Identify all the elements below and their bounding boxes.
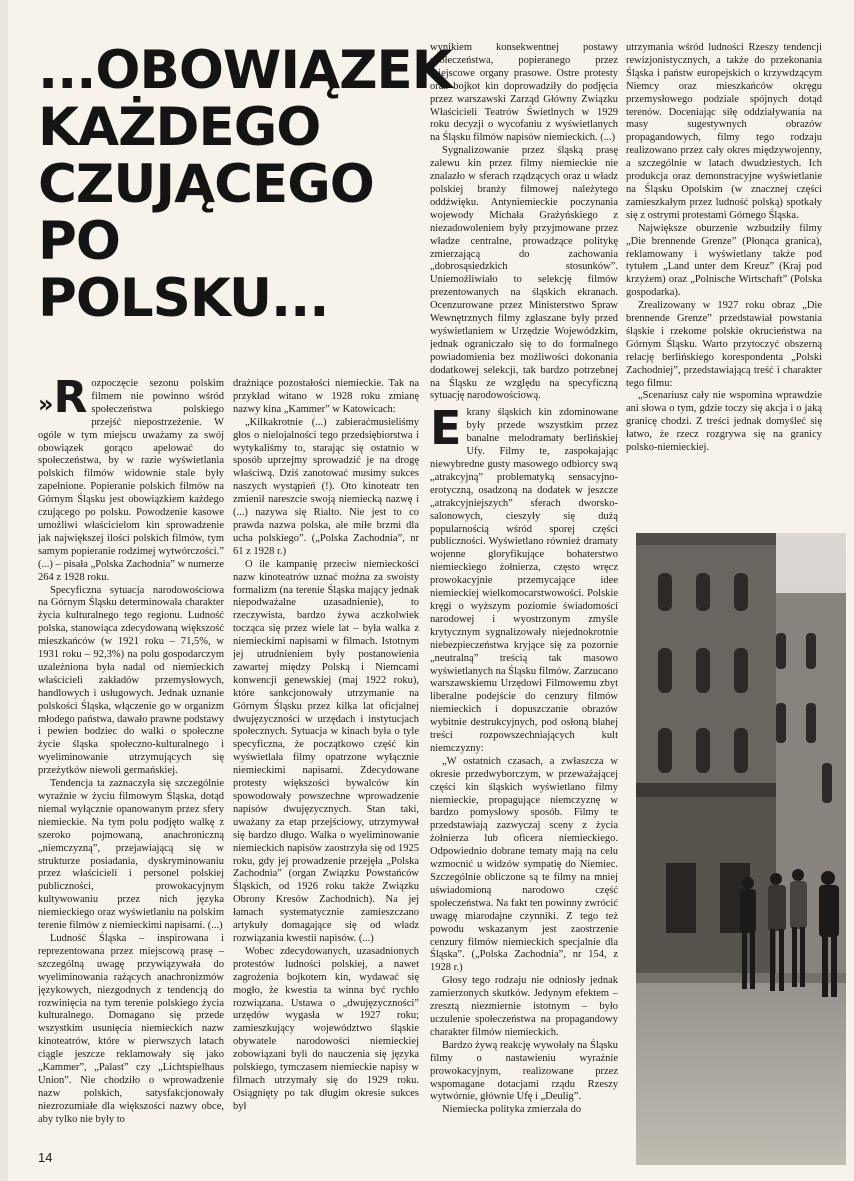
paragraph: „W ostatnich czasach, a zwłaszcza w okresie przedwyborczym, w przeważającej części kin śląskich wyświetlano filmy niemieckie, propagujące niemczyznę w bardzo pomysłowy sposób. Filmy te przedstawiają zazwyczaj sceny z życia żołnierza lub oficera niemieckiego. Odpowiednio dobrane tematy mają na celu wzmocnić u widzów sympatię do Niemiec. Szczególnie obliczone są te filmy na mniej uświadomioną narodowo część społeczeństwa. Na fakt ten powinny zwrócić uwagę miarodajne czynniki. Z tego też powodu wskazanym jest zaostrzenie cenzury filmów niemieckich specjalnie dla Śląska”. („Polska Zachodnia”, nr 154, z 1928 r.): [430, 755, 618, 974]
title-line: CZUJĄCEGO: [38, 154, 374, 215]
paragraph: Bardzo żywą reakcję wywołały na Śląsku filmy o nastawieniu wyraźnie prowokacyjnym, realizowane przez wspomagane dotacjami rządu Rzeszy wytwórnie, głównie Ufę i „Deulig”.: [430, 1039, 618, 1103]
title-line: ...OBOWIĄZEK: [38, 40, 452, 101]
paragraph: Sygnalizowanie przez śląską prasę zalewu kin przez filmy niemieckie nie znalazło w sferach rządzących oraz u władz polskiej branży filmowej należytego oddźwięku. Antyniemieckie poczynania wojewody Michała Grażyńskiego z niezadowoleniem były przyjmowane przez władze centralne, prowadzące politykę zmierzającą do zachowania „dobrosąsiedzkich stosunków”. Uniemożliwiało to selekcję filmów prezentowanych na śląskich ekranach. Ocenzurowane przez Ministerstwo Spraw Wewnętrznych filmy zgłaszane były przed wyświetlaniem w Urzędzie Wojewódzkim, jednak ograniczało się to do formalnego powiadomienia bez możliwości dokonania dodatkowej selekcji, tak bardzo potrzebnej na Śląsku ze względu na specyficzną sytuację narodowościową.: [430, 145, 618, 402]
page-number: 14: [38, 1150, 53, 1165]
photo-illustration: [636, 533, 846, 1165]
paragraph: „Kilkakrotnie (...) zabieraćmusieliśmy głos o nielojalności tego przedsiębiorstwa i wytykaliśmy to, starając się ostatnio w sposób uprzejmy sprowadzić je na drogę właściwą. Dziś zanotować musimy sukces naszych wystąpień (!). Oto kinoteatr ten zmienił nareszcie swoją niemiecką nazwę i (...) nazywa się Rialto. Nie jest to co prawda nazwa polska, ale miłe brzmi dla ucha polskiego”. („Polska Zachodnia”, nr 61 z 1928 r.): [233, 416, 419, 557]
lead-paragraph: »R ozpoczęcie sezonu polskim filmem nie powinno wśród społeczeństwa polskiego przejść niepostrzeżenie. W ogóle w tym miejscu uważamy za swój obowiązek gorąco apelować do społeczeństwa, by w razie wyświetlania polskich filmów widownie stale były zapełnione. Popieranie polskich filmów na Górnym Śląsku jest obowiązkiem każdego czującego po polsku. Powodzenie kasowe umożliwi właścicielom kin sprowadzenie jak największej ilości polskich filmów, tym samym popieranie rodzimej wytwórczości.” (...) – pisała „Polska Zachodnia” w numerze 264 z 1928 roku.: [38, 378, 224, 583]
drop-cap-r: »R: [38, 378, 88, 423]
paragraph: Największe oburzenie wzbudziły filmy „Die brennende Grenze” (Płonąca granica), reklamowany i wyświetlany także pod tytułem „Land unter dem Kreuz” (Kraj pod krzyżem) oraz „Polnische Wirtschaft” (Polska gospodarka).: [626, 222, 822, 299]
text-column-1: [38, 378, 224, 1138]
title-line: POLSKU...: [38, 268, 329, 329]
text-column-2: [233, 378, 419, 1138]
paragraph: Wobec zdecydowanych, uzasadnionych protestów ludności polskiej, a nawet zagrożenia bojkotem kin, wydawać się mogło, że kwestia ta winna być rychło rozwiązana. Ustawa o „dwujęzyczności” urzędów wygasła w 1927 roku; zamieszkujący województwo śląskie obywatele narodowości niemieckiej zobowiązani byli do nauczenia się języka polskiego, tymczasem niemieckie napisy w filmach utrzymały się do 1929 roku. Osiągnięty po tak długim okresie sukces był: [233, 945, 419, 1112]
title-line: KAŻDEGO: [38, 97, 321, 158]
section-paragraph: Ekrany śląskich kin zdominowane były przede wszystkim przez banalne melodramaty berlińskiej Ufy. Filmy te, zaspokajając niewybredne gusty masowego odbiorcy swą „atrakcyjną” problematyką sensacyjno-erotyczną, osadzoną na dodatek w jeszcze „atrakcyjniejszych” sferach dworsko-salonowych, cieszyły się dużą popularnością wśród sporej części publiczności. Wyświetlano również dramaty wojenne gloryfikujące bohaterstwo niemieckiego żołnierza, często wręcz prowokacyjnie przemycające idee niemieckiej wielkomocarstwowości. Polskie kręgi o wyższym poziomie świadomości narodowej i wyostrzonym zmyśle krytycznym sygnalizowały niejednokrotnie niebezpieczeństwa kryjące się za pozornie „neutralną” treścią tak masowo wyświetlanych na Śląsku filmów. Zarzucano warszawskiemu Urzędowi Filmowemu zbyt liberalne podejście do cenzury filmów niemieckich i dopuszczanie obrazów wybitnie destrukcyjnych, pod osłoną błahej treści rozpowszechniających kult niemczyzny:: [430, 401, 618, 754]
drop-cap-e: E: [430, 401, 462, 456]
paragraph: Zrealizowany w 1927 roku obraz „Die brennende Grenze” przedstawiał powstania śląskie i rzekome polskie okrucieństwa na Górnym Śląsku. Warto przytoczyć obszerną relację berlińskiego korespondenta „Polski Zachodniej”, przedstawiającą treść i charakter tego filmu:: [626, 300, 822, 389]
title-line: PO: [38, 211, 120, 272]
paragraph: drażniące pozostałości niemieckie. Tak na przykład witano w 1928 roku zmianę nazwy kina „Kammer” w Katowicach:: [233, 378, 419, 415]
paragraph: Specyficzna sytuacja narodowościowa na Górnym Śląsku determinowała charakter życia kulturalnego tego regionu. Ludność polska, stanowiąca zdecydowaną większość mieszkańców (w 1921 roku – 71,5%, w 1931 roku – 92,3%) na polu gospodarczym uzależniona była nadal od niemieckich właścicieli zakładów przemysłowych, handlowych i usługowych. Jednak uznanie polskości Śląska, włączenie go w organizm młodego państwa, dawało prawne podstawy i pewien bodziec do walki o społeczne życie śląska społeczno-kulturalnego i wyeliminowanie utrzymujących się przeżytków niewoli germańskiej.: [38, 584, 224, 777]
article-title: [38, 40, 452, 329]
paragraph: „Scenariusz cały nie wspomina wprawdzie ani słowa o tym, gdzie toczy się akcja i o jaką granicę chodzi. Z treści jednak domyśleć się łatwo, że rzecz rozgrywa się na granicy polsko-niemieckiej.: [626, 390, 822, 454]
text-column-3: [430, 42, 618, 1138]
paragraph: utrzymania wśród ludności Rzeszy tendencji rewizjonistycznych, a także do przekonania Śląska i państw europejskich o krzywdzącym Niemcy oraz mieszkańców okręgu przemysłowego podziale spójnych dotąd terenów. Doceniając siłę oddziaływania na masy sugestywnych obrazów propagandowych, filmy tego rodzaju realizowano przez cały okres międzywojenny, a szczególnie w latach dwudziestych. Ich produkcja oraz demonstracyjne wyświetlanie na Śląsku Opolskim (w znacznej części zamieszkałym przez ludność polską) spotkały się z ostrymi protestami Górnego Śląska.: [626, 42, 822, 221]
page-edge: [0, 0, 8, 1181]
paragraph: wynikiem konsekwentnej postawy społeczeństwa, popieranego przez miejscowe organy prasowe. Ostre protesty oraz bojkot kin doprowadziły do podjęcia przez warszawski Zarząd Główny Związku Właścicieli Teatrów Świetlnych w 1929 roku decyzji o wycofaniu z wyświetlanych na Śląsku filmów napisów niemieckich. (...): [430, 42, 618, 144]
paragraph: Głosy tego rodzaju nie odniosły jednak zamierzonych skutków. Jedynym efektem – zresztą niezmiernie istotnym – było uczulenie społeczeństwa na propagandowy charakter filmów niemieckich.: [430, 975, 618, 1038]
paragraph: Niemiecka polityka zmierzała do: [442, 1104, 582, 1116]
paragraph: O ile kampanię przeciw niemieckości nazw kinoteatrów uznać można za swoisty formalizm (na terenie Śląska mający jednak niepodważalne uzasadnienie), to rzeczywista, bardzo żywa aczkolwiek tocząca się przez wiele lat – była walka z niemieckimi napisami w filmach. Istotnym jej utrudnieniem były postanowienia zawartej między Polską i Niemcami konwencji genewskiej (maj 1922 roku), które sankcjonowały utrzymanie na Górnym Śląsku przez kilka lat oficjalnej dwujęzyczności w urzędach i instytucjach społecznych. Sytuacja w kinach była o tyle specyficzna, że początkowo część kin wyświetlała filmy opatrzone wyłącznie niemieckimi napisami. Zdecydowane protesty większości bywalców kin spowodowały powszechne wprowadzenie napisów dwujęzycznych. Stan taki, uważany za etap przejściowy, utrzymywał się bardzo długo. Walka o wyeliminowanie niemieckich napisów zaostrzyła się od 1925 roku, gdy jej prowadzenie przejęła „Polska Zachodnia” (organ Związku Powstańców Śląskich, od 1926 roku także Związku Obrony Kresów Zachodnich). Na jej łamach systematycznie zamieszczano artykuły domagające się od władz rozwiązania kwestii napisów. (...): [233, 558, 419, 944]
text-column-4: [626, 42, 822, 502]
paragraph: Tendencja ta zaznaczyła się szczególnie wyraźnie w życiu filmowym Śląska, dotąd niemal wyłącznie opanowanym przez sfery niemieckie. Na tym polu podjęto walkę z szeroko pojmowaną, anachroniczną „niemczyzną”, przejawiającą się w strukturze posiadania, dyskryminowaniu przez właścicieli i personel polskiej publiczności, prowokacyjnym kultywowaniu przez nich języka niemieckiego oraz wyświetlaniu na polskim terenie filmów z niemieckimi napisami. (...): [38, 778, 224, 932]
archival-street-photo: [636, 533, 846, 1165]
paragraph: Ludność Śląska – inspirowana i reprezentowana przez miejscową prasę – szczególną uwagę przywiązywała do wyeliminowania rażących anachronizmów językowych, niezgodnych z tendencją do rozwinięcia na tym terenie polskiego życia kulturalnego. Domagano się przede wszystkim usunięcia niemieckich nazw kinoteatrów, które w pierwszych latach ciągle jeszcze reklamowały się jako „Kammer”, „Palast” czy „Lichtspielhaus Union”. Nie chodziło o wprowadzenie nazw polskich, satysfakcjonowały niezrozumiałe dla większości nazwy obce, aby tylko nie były to: [38, 932, 224, 1125]
